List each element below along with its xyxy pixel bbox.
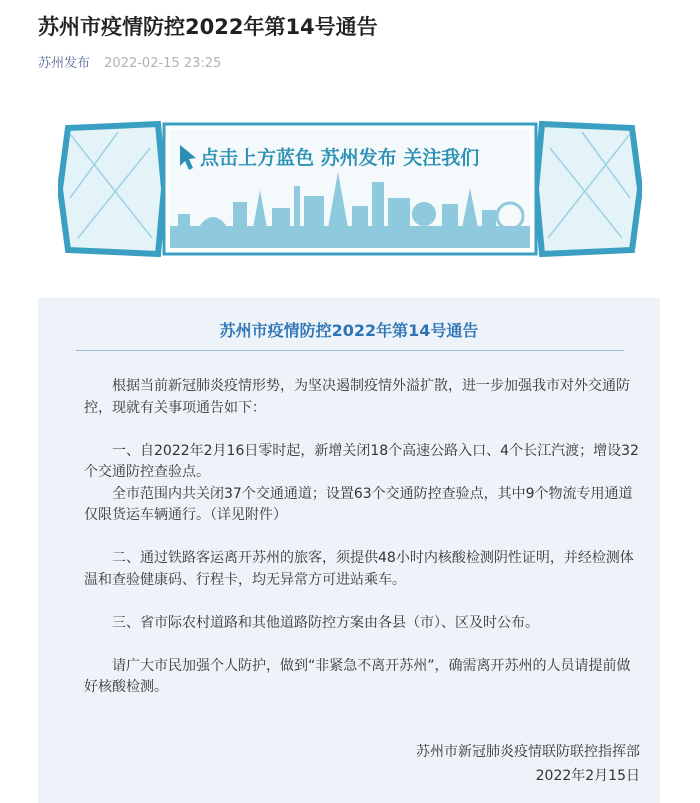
- notice-divider: [76, 350, 624, 351]
- notice-paragraph: 一、自2022年2月16日零时起，新增关闭18个高速公路入口、4个长江汽渡；增设32个交通防控查验点。: [84, 442, 639, 480]
- article-meta: [38, 55, 221, 73]
- banner-text: 点击上方蓝色 苏州发布 关注我们: [200, 147, 480, 169]
- banner-right-frame-icon: [536, 124, 640, 254]
- notice-paragraph: 三、省市际农村道路和其他道路防控方案由各县（市）、区及时公布。: [112, 614, 539, 631]
- notice-signature-block: [416, 740, 640, 788]
- notice-title: 苏州市疫情防控2022年第14号通告: [219, 321, 479, 340]
- notice-paragraph: 全市范围内共关闭37个交通通道；设置63个交通防控查验点，其中9个物流专用通道仅限货运车辆通行。（详见附件）: [84, 485, 633, 523]
- notice-panel: [38, 298, 660, 803]
- follow-banner[interactable]: [58, 118, 642, 260]
- article-title: 苏州市疫情防控2022年第14号通告: [38, 15, 378, 39]
- account-name-link[interactable]: 苏州发布: [38, 56, 91, 71]
- notice-body: [84, 376, 644, 699]
- banner-left-frame-icon: [60, 124, 164, 254]
- notice-sign-date: 2022年2月15日: [535, 768, 640, 784]
- notice-paragraph: 根据当前新冠肺炎疫情形势，为坚决遏制疫情外溢扩散，进一步加强我市对外交通防控，现就有关事项通告如下：: [84, 378, 630, 416]
- notice-signature: 苏州市新冠肺炎疫情联防联控指挥部: [416, 744, 640, 760]
- notice-paragraph: 二、通过铁路客运离开苏州的旅客，须提供48小时内核酸检测阴性证明，并经检测体温和查验健康码、行程卡，均无异常方可进站乘车。: [84, 550, 634, 588]
- notice-paragraph: 请广大市民加强个人防护，做到“非紧急不离开苏州”，确需离开苏州的人员请提前做好核酸检测。: [84, 657, 631, 695]
- publish-date: 2022-02-15 23:25: [104, 56, 222, 71]
